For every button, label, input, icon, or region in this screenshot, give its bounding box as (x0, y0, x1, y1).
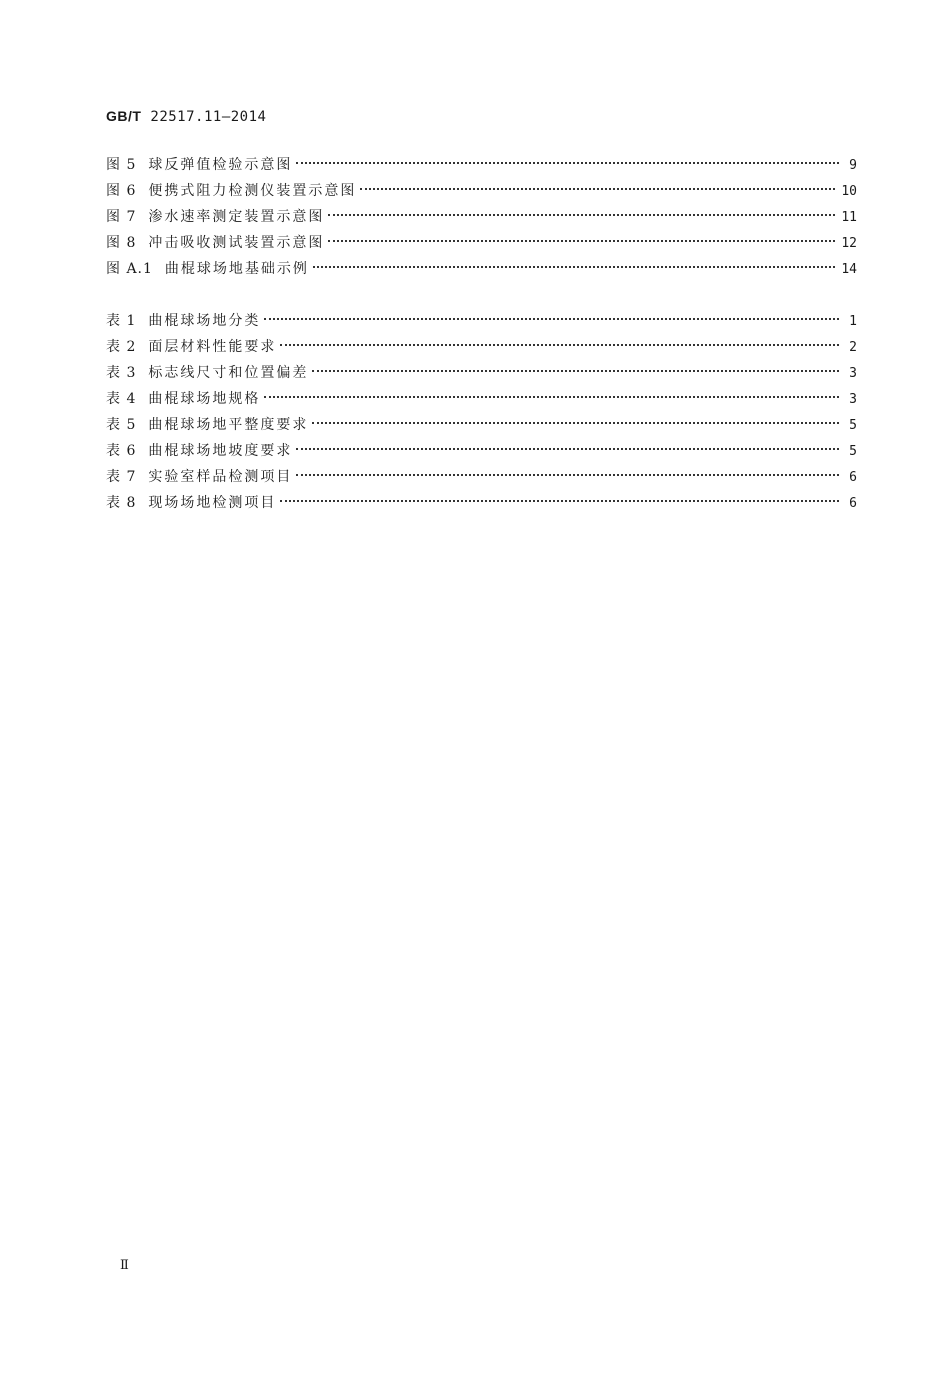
table-list (106, 308, 857, 516)
toc-entry-page: 12 (841, 236, 857, 251)
toc-entry-table-7[interactable] (106, 464, 857, 490)
toc-entry-page: 2 (849, 340, 857, 355)
document-header (106, 108, 266, 125)
toc-entry-page: 6 (849, 470, 857, 485)
toc-entry-title: 现场场地检测项目 (148, 495, 277, 511)
toc-entry-title: 曲棍球场地坡度要求 (148, 443, 293, 459)
toc-entry-page: 10 (841, 184, 857, 199)
toc-entry-table-5[interactable] (106, 412, 857, 438)
dot-leader (264, 396, 839, 398)
toc-entry-label: 图 6 (106, 183, 137, 199)
toc-entry-page: 14 (841, 262, 857, 277)
toc-entry-figure-6[interactable] (106, 178, 857, 204)
toc-entry-label: 表 6 (106, 443, 137, 459)
toc-entry-page: 5 (849, 444, 857, 459)
toc-entry-title: 面层材料性能要求 (148, 339, 277, 355)
standard-number: 22517.11—2014 (150, 109, 267, 125)
toc-entry-label: 图 8 (106, 235, 137, 251)
toc-entry-page: 3 (849, 366, 857, 381)
toc-entry-page: 6 (849, 496, 857, 511)
toc-entry-title: 渗水速率测定装置示意图 (148, 209, 325, 225)
toc-entry-page: 1 (849, 314, 857, 329)
toc-entry-title: 冲击吸收测试装置示意图 (148, 235, 325, 251)
toc-entry-title: 曲棍球场地规格 (148, 391, 261, 407)
toc-entry-title: 标志线尺寸和位置偏差 (148, 365, 309, 381)
toc-entry-title: 曲棍球场地分类 (148, 313, 261, 329)
toc-entry-label: 表 2 (106, 339, 137, 355)
dot-leader (296, 448, 839, 450)
toc-entry-table-1[interactable] (106, 308, 857, 334)
dot-leader (328, 214, 835, 216)
toc-entry-title: 球反弹值检验示意图 (148, 157, 293, 173)
toc-entry-label: 表 1 (106, 313, 137, 329)
standard-prefix: GB/T (106, 108, 142, 124)
dot-leader (280, 500, 839, 502)
toc-entry-label: 表 8 (106, 495, 137, 511)
dot-leader (296, 162, 839, 164)
page-number: Ⅱ (120, 1258, 130, 1273)
toc-entry-label: 表 4 (106, 391, 137, 407)
dot-leader (312, 370, 839, 372)
toc-entry-page: 3 (849, 392, 857, 407)
toc-entry-figure-8[interactable] (106, 230, 857, 256)
toc-entry-title: 曲棍球场地基础示例 (164, 261, 309, 277)
toc-entry-page: 11 (841, 210, 857, 225)
dot-leader (360, 188, 835, 190)
toc-entry-label: 图 A.1 (106, 261, 153, 277)
toc-entry-figure-5[interactable] (106, 152, 857, 178)
toc-entry-label: 表 5 (106, 417, 137, 433)
toc-entry-table-6[interactable] (106, 438, 857, 464)
toc-entry-table-3[interactable] (106, 360, 857, 386)
toc-entry-page: 5 (849, 418, 857, 433)
toc-entry-title: 实验室样品检测项目 (148, 469, 293, 485)
toc-entry-label: 表 3 (106, 365, 137, 381)
toc-entry-figure-7[interactable] (106, 204, 857, 230)
toc-entry-table-4[interactable] (106, 386, 857, 412)
toc-entry-page: 9 (849, 158, 857, 173)
dot-leader (313, 266, 835, 268)
toc-entry-label: 图 5 (106, 157, 137, 173)
figure-list (106, 152, 857, 282)
dot-leader (264, 318, 839, 320)
toc-entry-label: 表 7 (106, 469, 137, 485)
dot-leader (312, 422, 839, 424)
toc-entry-table-8[interactable] (106, 490, 857, 516)
dot-leader (328, 240, 835, 242)
toc-entry-title: 曲棍球场地平整度要求 (148, 417, 309, 433)
dot-leader (280, 344, 839, 346)
toc-entry-label: 图 7 (106, 209, 137, 225)
toc-entry-table-2[interactable] (106, 334, 857, 360)
dot-leader (296, 474, 839, 476)
toc-entry-title: 便携式阻力检测仪装置示意图 (148, 183, 357, 199)
toc-entry-figure-a1[interactable] (106, 256, 857, 282)
